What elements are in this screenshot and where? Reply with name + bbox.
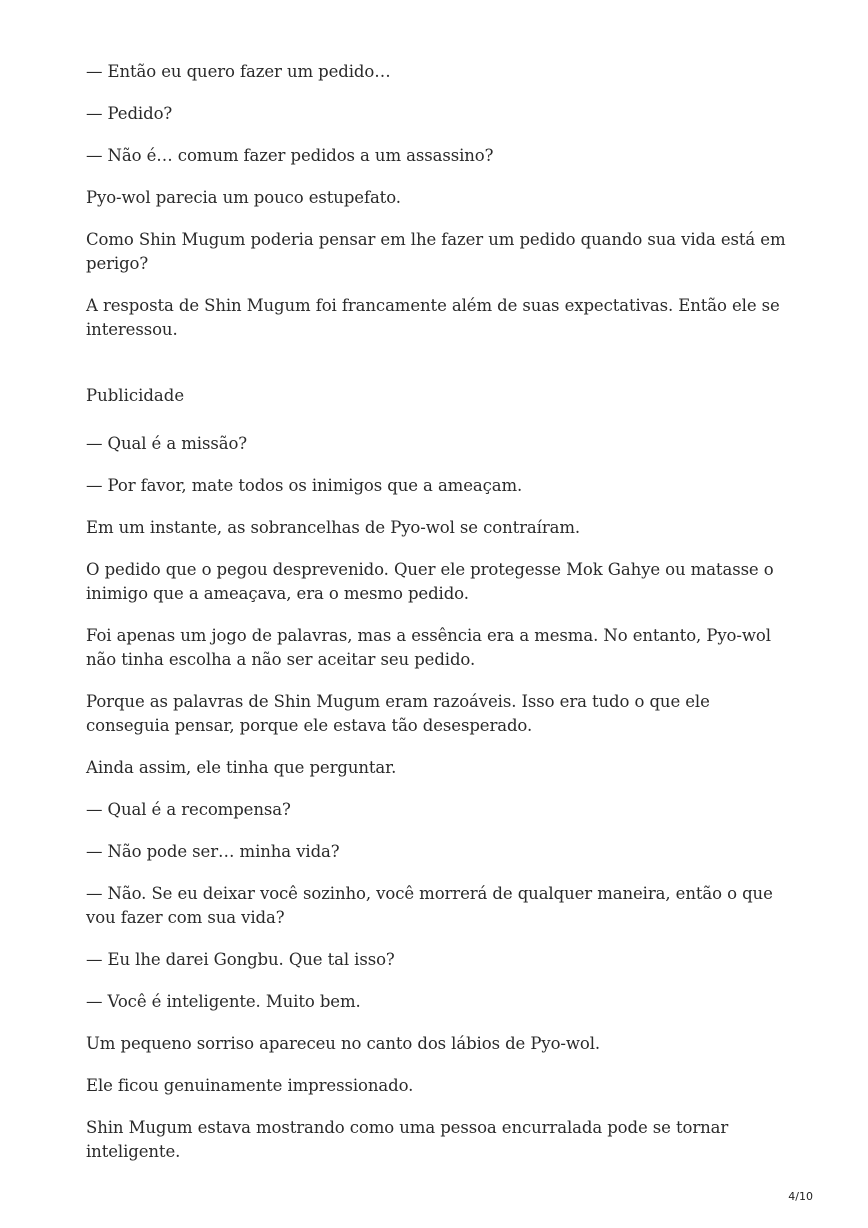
paragraph: O pedido que o pegou desprevenido. Quer ele protegesse Mok Gahye ou matasse o inimigo que a ameaçava, era o mesmo pedido.: [86, 560, 774, 603]
paragraph: — Eu lhe darei Gongbu. Que tal isso?: [86, 950, 395, 969]
paragraph: Pyo-wol parecia um pouco estupefato.: [86, 188, 401, 207]
document-page: [86, 60, 786, 1164]
paragraph: Em um instante, as sobrancelhas de Pyo-wol se contraíram.: [86, 518, 581, 537]
page-number: 4/10: [788, 1190, 813, 1203]
paragraph: Ainda assim, ele tinha que perguntar.: [86, 758, 397, 777]
paragraph: Foi apenas um jogo de palavras, mas a essência era a mesma. No entanto, Pyo-wol não tinha escolha a não ser aceitar seu pedido.: [86, 626, 771, 669]
paragraph: A resposta de Shin Mugum foi francamente além de suas expectativas. Então ele se interessou.: [86, 296, 780, 339]
paragraph: Um pequeno sorriso apareceu no canto dos lábios de Pyo-wol.: [86, 1034, 601, 1053]
paragraph: Ele ficou genuinamente impressionado.: [86, 1076, 414, 1095]
paragraph: — Não pode ser… minha vida?: [86, 842, 340, 861]
paragraph: — Não é… comum fazer pedidos a um assassino?: [86, 146, 494, 165]
paragraph: Como Shin Mugum poderia pensar em lhe fazer um pedido quando sua vida está em perigo?: [86, 230, 786, 273]
paragraph: — Qual é a recompensa?: [86, 800, 291, 819]
paragraph: — Pedido?: [86, 104, 173, 123]
paragraph: — Qual é a missão?: [86, 434, 248, 453]
paragraph: — Por favor, mate todos os inimigos que a ameaçam.: [86, 476, 523, 495]
paragraph: Shin Mugum estava mostrando como uma pessoa encurralada pode se tornar inteligente.: [86, 1118, 729, 1161]
paragraph: Porque as palavras de Shin Mugum eram razoáveis. Isso era tudo o que ele conseguia pensar, porque ele estava tão desesperado.: [86, 692, 710, 735]
paragraph: — Não. Se eu deixar você sozinho, você morrerá de qualquer maneira, então o que vou fazer com sua vida?: [86, 884, 773, 927]
paragraph: — Então eu quero fazer um pedido…: [86, 62, 391, 81]
paragraph: — Você é inteligente. Muito bem.: [86, 992, 361, 1011]
advertisement-label: Publicidade: [86, 386, 185, 405]
